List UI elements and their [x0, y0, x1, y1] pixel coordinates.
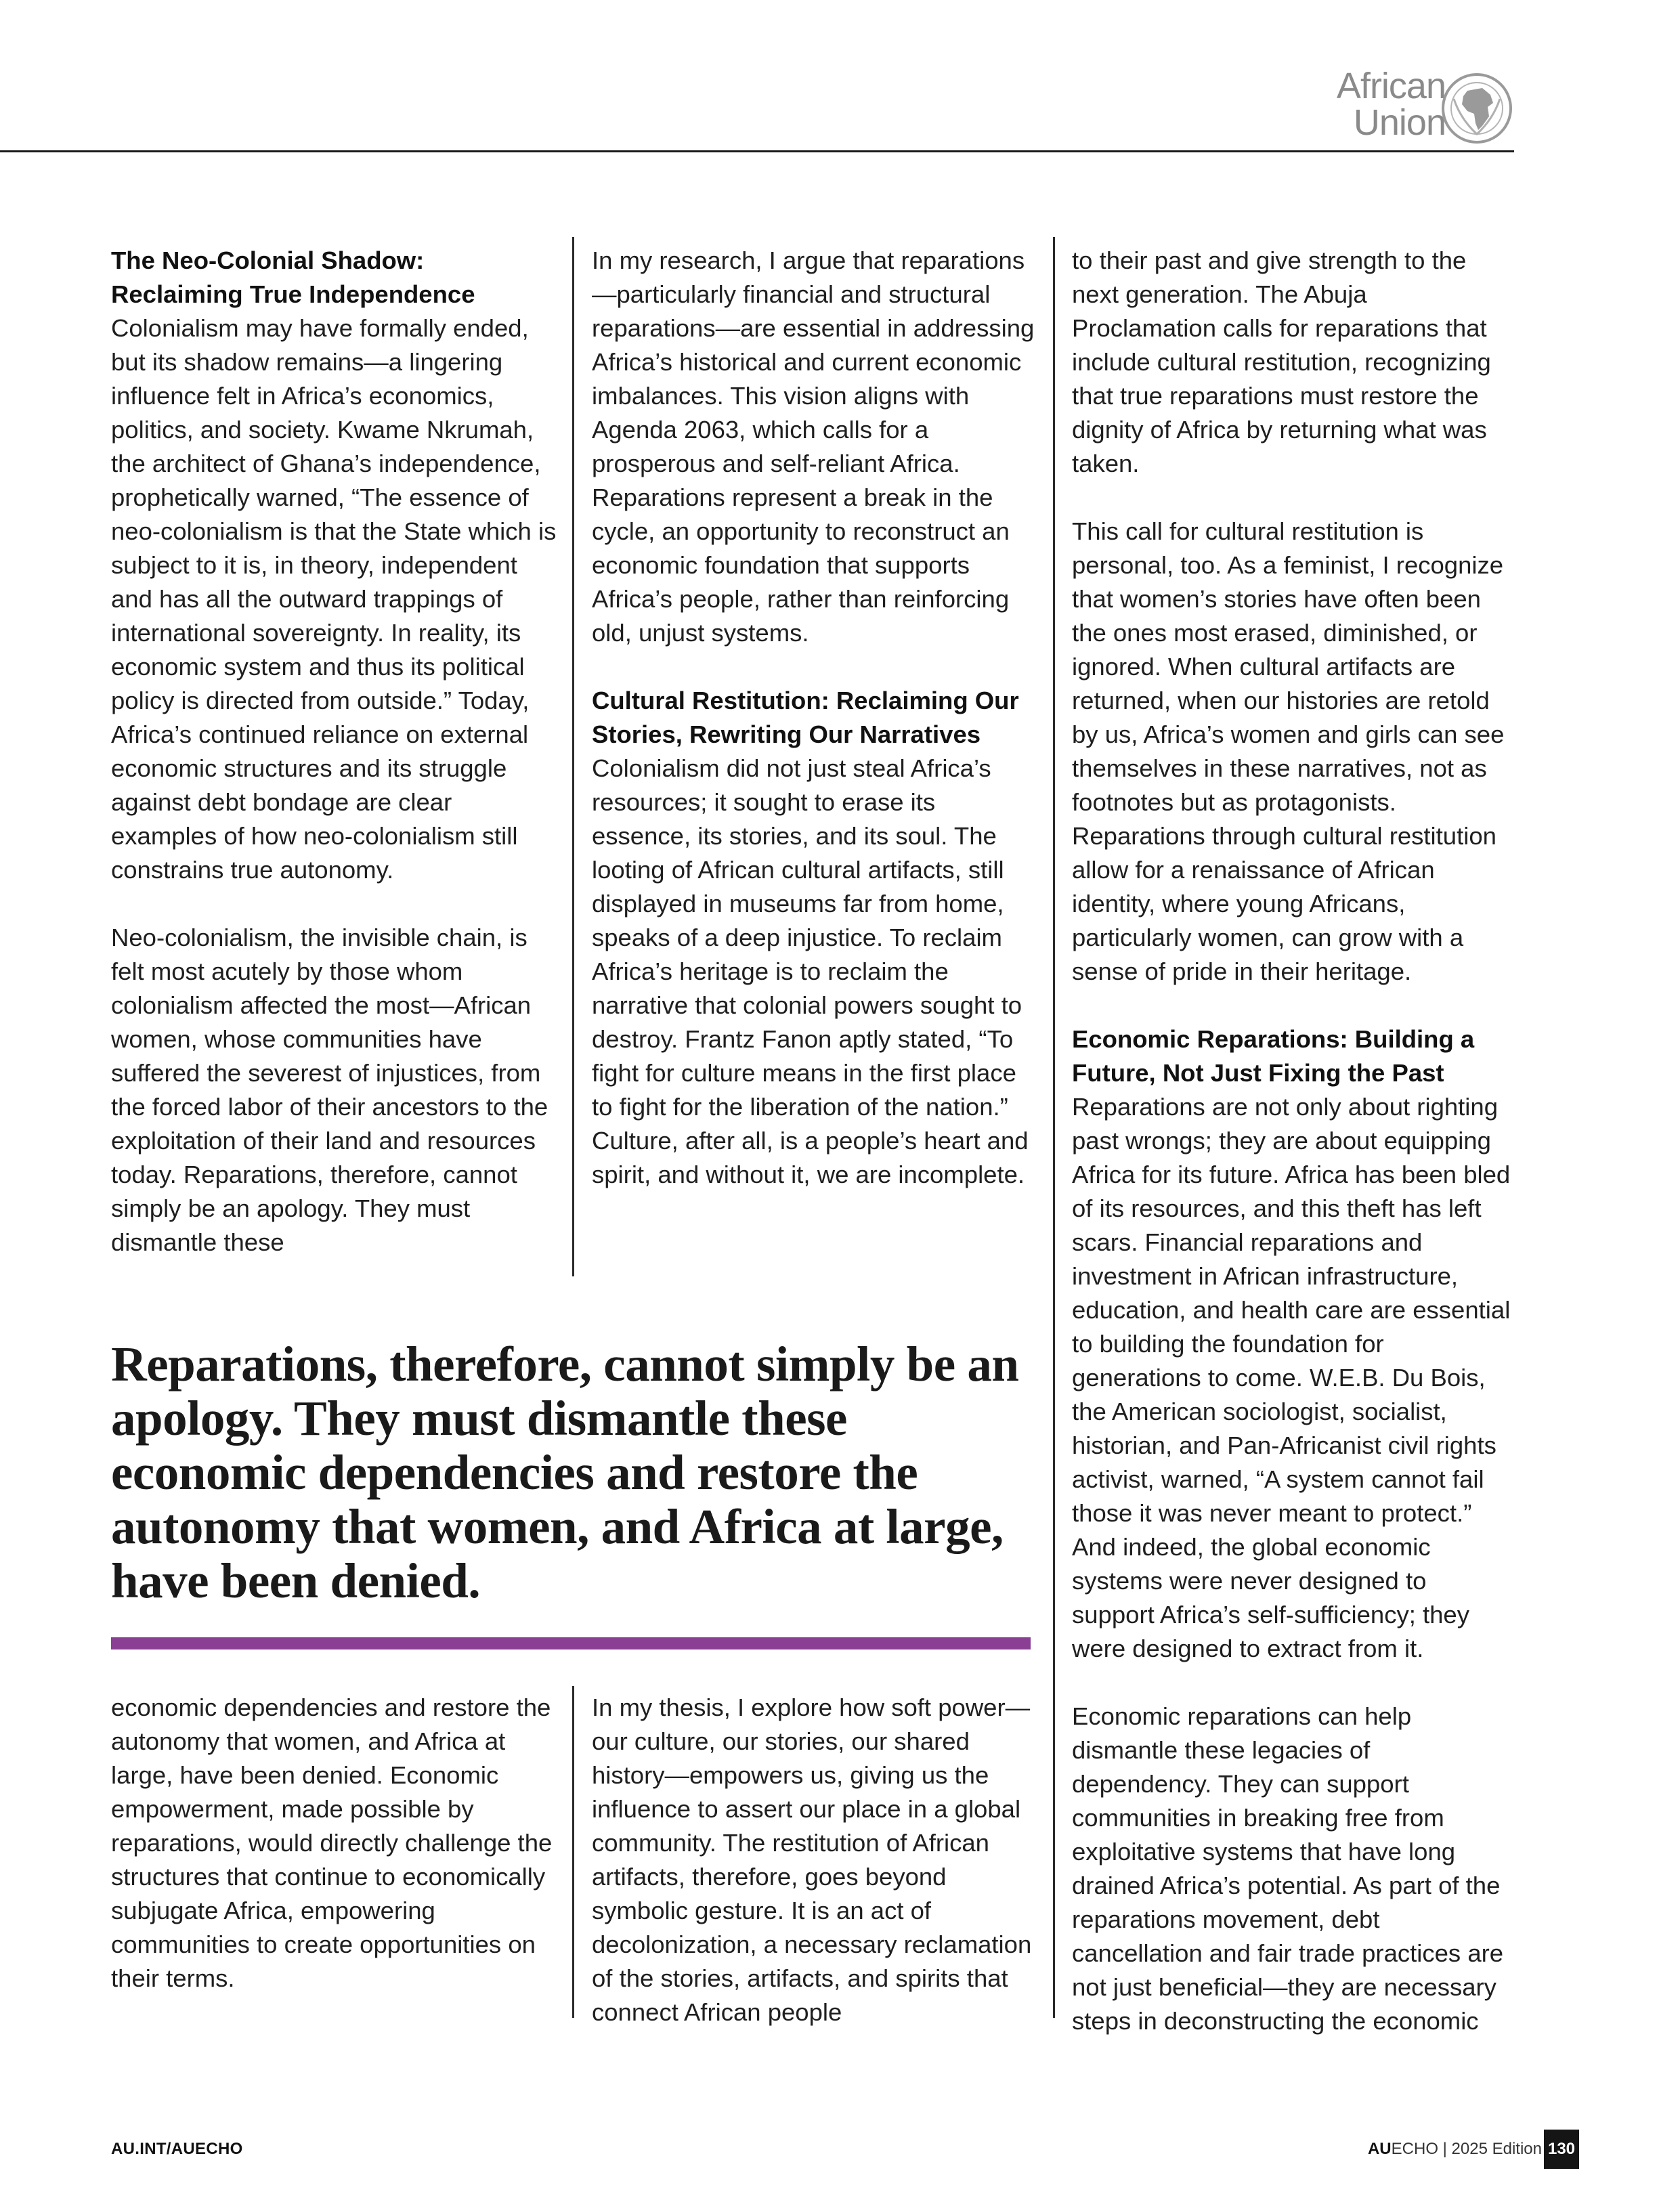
footer-url: AU.INT/AUECHO: [111, 2140, 243, 2158]
heading-line: Cultural Restitution: Reclaiming Our: [592, 687, 1019, 714]
column-1-bottom: [111, 1691, 558, 1996]
footer-brand-bold: AU: [1367, 2140, 1392, 2158]
heading-line: Future, Not Just Fixing the Past: [1072, 1059, 1444, 1087]
paragraph: Reparations are not only about righting past wrongs; they are about equipping Africa for its future. Africa has been bled of its resources, and this theft has left scars. Financial reparations and investment in African infrastructure, education, and health care are essential to building the foundation for generations to come. W.E.B. Du Bois, the American sociologist, socialist, historian, and Pan-Africanist civil rights activist, warned, “A system cannot fail those it was never meant to protect.” And indeed, the global economic systems were never designed to support Africa’s self-sufficiency; they were designed to extract from it.: [1072, 1093, 1511, 1662]
footer-edition: [1368, 2140, 1542, 2159]
paragraph: Neo-colonialism, the invisible chain, is felt most acutely by those whom colonialism affected the most—African women, whose communities have suffered the severest of injustices, from the forced labor of their ancestors to the exploitation of their land and resources today. Reparations, therefore, cannot simply be an apology. They must dismantle these: [111, 924, 548, 1256]
section-heading-economic-reparations: [1072, 1022, 1515, 1090]
logo-line-1: African: [1336, 66, 1446, 106]
paragraph: Colonialism may have formally ended, but its shadow remains—a lingering influence felt in Africa’s economics, politics, and society. Kwame Nkrumah, the architect of Ghana’s independence, prophetically warned, “The essence of neo-colonialism is that the State which is subject to it is, in theory, independent and has all the outward trappings of international sovereignty. In reality, its economic system and thus its political policy is directed from outside.” Today, Africa’s continued reliance on external economic structures and its struggle against debt bondage are clear examples of how neo-colonialism still constrains true autonomy.: [111, 314, 557, 884]
column-1-top: [111, 244, 558, 1259]
paragraph: Economic reparations can help dismantle these legacies of dependency. They can support communities in breaking free from exploitative systems that have long drained Africa’s potential. As part of the reparations movement, debt cancellation and fair trade practices are not just beneficial—they are necessary steps in deconstructing the economic: [1072, 1702, 1504, 2035]
african-union-logo: [1310, 68, 1513, 149]
logo-wordmark: [1337, 68, 1446, 141]
heading-line: Reclaiming True Independence: [111, 280, 475, 308]
footer-brand-rest: ECHO | 2025 Edition: [1391, 2140, 1542, 2158]
section-heading-neo-colonial: [111, 244, 558, 311]
column-3: [1072, 244, 1515, 2038]
paragraph: economic dependencies and restore the autonomy that women, and Africa at large, have been denied. Economic empowerment, made possible by reparations, would directly challenge the structures that continue to economically subjugate Africa, empowering communities to create opportunities on their terms.: [111, 1694, 553, 1992]
column-divider: [572, 1686, 574, 2018]
header-rule: [0, 150, 1514, 152]
paragraph: to their past and give strength to the next generation. The Abuja Proclamation calls for reparations that include cultural restitution, recognizing that true reparations must restore the dignity of Africa by returning what was taken.: [1072, 246, 1491, 477]
paragraph: Colonialism did not just steal Africa’s resources; it sought to erase its essence, its stories, and its soul. The looting of African cultural artifacts, still displayed in museums far from home, speaks of a deep injustice. To reclaim Africa’s heritage is to reclaim the narrative that colonial powers sought to destroy. Frantz Fanon aptly stated, “To fight for culture means in the first place to fight for the liberation of the nation.” Culture, after all, is a people’s heart and spirit, and without it, we are incomplete.: [592, 754, 1029, 1188]
paragraph: In my research, I argue that reparations—particularly financial and structural reparations—are essential in addressing Africa’s historical and current economic imbalances. This vision aligns with Agenda 2063, which calls for a prosperous and self-reliant Africa. Reparations represent a break in the cycle, an opportunity to reconstruct an economic foundation that supports Africa’s people, rather than reinforcing old, unjust systems.: [592, 246, 1035, 647]
african-union-emblem-icon: [1440, 72, 1513, 145]
column-2-bottom: [592, 1691, 1039, 2029]
column-2-top: [592, 244, 1039, 1192]
heading-line: Economic Reparations: Building a: [1072, 1025, 1475, 1053]
paragraph: In my thesis, I explore how soft power—our culture, our stories, our shared history—empowers us, giving us the influence to assert our place in a global community. The restitution of African artifacts, therefore, goes beyond symbolic gesture. It is an act of decolonization, a necessary reclamation of the stories, artifacts, and spirits that connect African people: [592, 1694, 1032, 2026]
logo-line-2: Union: [1353, 102, 1446, 143]
column-divider: [572, 237, 574, 1276]
column-divider: [1053, 237, 1055, 2018]
section-heading-cultural-restitution: [592, 684, 1039, 752]
paragraph: This call for cultural restitution is personal, too. As a feminist, I recognize that women’s stories have often been the ones most erased, diminished, or ignored. When cultural artifacts are returned, when our histories are retold by us, Africa’s women and girls can see themselves in these narratives, not as footnotes but as protagonists. Reparations through cultural restitution allow for a renaissance of African identity, where young Africans, particularly women, can grow with a sense of pride in their heritage.: [1072, 517, 1505, 985]
page-number: 130: [1544, 2130, 1579, 2169]
heading-line: The Neo-Colonial Shadow:: [111, 246, 425, 274]
pull-quote-accent-bar: [111, 1637, 1031, 1649]
pull-quote: Reparations, therefore, cannot simply be an apology. They must dismantle these economic dependencies and restore the autonomy that women, and Africa at large, have been denied.: [111, 1337, 1019, 1608]
heading-line: Stories, Rewriting Our Narratives: [592, 720, 981, 748]
